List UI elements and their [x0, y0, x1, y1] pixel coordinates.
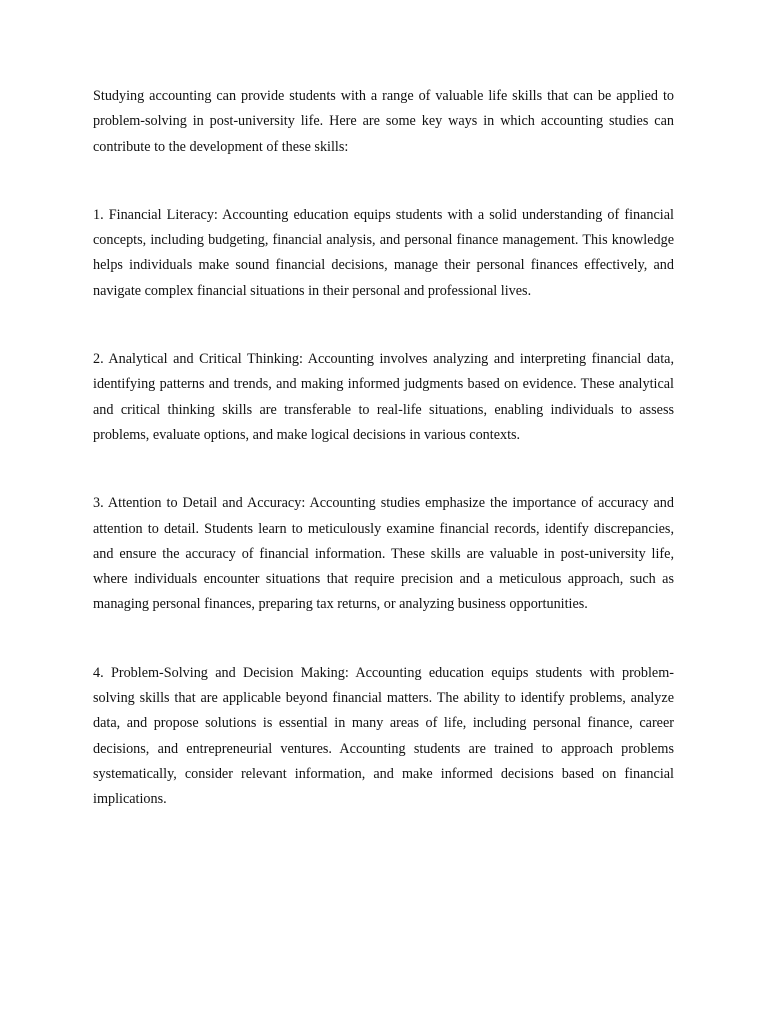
point-financial-literacy: 1. Financial Literacy: Accounting education equips students with a solid understanding of financial concepts, including budgeting, financial analysis, and personal finance management. This knowledge helps individuals make sound financial decisions, manage their personal finances effectively, and navigate complex financial situations in their personal and professional lives. [93, 206, 674, 299]
point-analytical-thinking: 2. Analytical and Critical Thinking: Accounting involves analyzing and interpreting financial data, identifying patterns and trends, and making informed judgments based on evidence. These analytical and critical thinking skills are transferable to real-life situations, enabling individuals to assess problems, evaluate options, and make logical decisions in various contexts. [93, 351, 674, 443]
point-attention-to-detail: 3. Attention to Detail and Accuracy: Accounting studies emphasize the importance of accuracy and attention to detail. Students learn to meticulously examine financial records, identify discrepancies, and ensure the accuracy of financial information. These skills are valuable in post-university life, where individuals encounter situations that require precision and a meticulous approach, such as managing personal finances, preparing tax returns, or analyzing business opportunities. [93, 495, 674, 613]
document-body [93, 84, 674, 856]
point-problem-solving: 4. Problem-Solving and Decision Making: Accounting education equips students with problem-solving skills that are applicable beyond financial matters. The ability to identify problems, analyze data, and propose solutions is essential in many areas of life, including personal finance, career decisions, and entrepreneurial ventures. Accounting students are trained to approach problems systematically, consider relevant information, and make informed decisions based on financial implications. [93, 664, 674, 808]
intro-paragraph: Studying accounting can provide students with a range of valuable life skills that can be applied to problem-solving in post-university life. Here are some key ways in which accounting studies can contribute to the development of these skills: [93, 88, 674, 155]
